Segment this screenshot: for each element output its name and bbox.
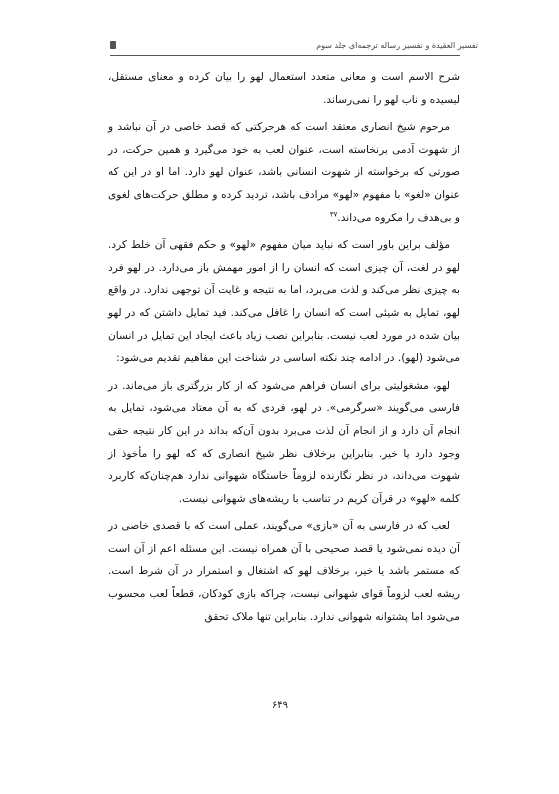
paragraph-2: [108, 116, 460, 229]
paragraph-3: [108, 234, 460, 370]
running-header: تفسیر العقیدة و نفسیر رساله ترجمه‌ای جلد سوم: [316, 41, 478, 50]
paragraph-text: لعب که در فارسی به آن «بازی» می‌گویند، عملی است که با قصدی خاصی در آن دیده نمی‌شود یا قصد صحیحی با آن همراه نیست. این مسئله اعم از آن است که مستمر باشد یا خیر، برخلاف لهو که اشتغال و استمرار در آن شرط است. ریشه لعب لزوماً قوای شهوانی نیست، چراکه بازی کودکان، قطعاً لعب محسوب می‌شود اما پشتوانه شهوانی ندارد. بنابراین تنها ملاک تحقق: [108, 520, 460, 623]
paragraph-4: [108, 375, 460, 511]
page-number: ۶۴۹: [271, 700, 289, 711]
paragraph-text: مرحوم شیخ انصاری معتقد است که هرحرکتی که قصد خاصی در آن نباشد و از شهوت آدمی برنخاسته است، عنوان لعب به خود می‌گیرد و همین حرکت، در صورتی که برخواسته از شهوت انسانی باشد، عنوان لهو دارد. اما او در این که عنوان «لغو» با مفهوم «لهو» مرادف باشد، تردید کرده و مطلق حرکت‌های لغوی و بی‌هدف را مکروه می‌داند.: [108, 121, 460, 224]
paragraph-text: مؤلف براین باور است که نباید میان مفهوم «لهو» و حکم فقهی آن خلط کرد. لهو در لغت، آن چیزی است که انسان را از امور مهمش باز می‌دارد. در لهو فرد به چیزی نظر می‌کند و لذت می‌برد، اما به نتیجه و غایت آن توجهی ندارد. در واقع لهو، تمایل به شیئی است که انسان را غافل می‌کند. فید تمایل داشتن که در لهو بیان شده در مورد لعب نیست. بنابراین نصب زیاد باعث ایجاد این تمایل در انسان می‌شود (لهو). در ادامه چند نکته اساسی در شناخت این مفاهیم تقدیم می‌شود:: [108, 239, 460, 365]
body-text: [108, 66, 460, 628]
footnote-reference[interactable]: ۳۷: [329, 210, 338, 219]
header-ornament-icon: [110, 41, 116, 49]
paragraph-text: لهو، مشغولیتی برای انسان فراهم می‌شود که از کار بزرگتری باز می‌ماند. در فارسی می‌گویند «سرگرمی». در لهو، فردی که به آن معتاد می‌شود، تمایل به انجام آن دارد و از انجام آن لذت می‌برد بدون آن‌که بداند در این کار نتیجه حقی وجود دارد یا خیر. بنابراین برخلاف نظر شیخ انصاری که که لهو را مأخوذ از شهوت می‌داند، در نظر نگارنده لزوماً خاستگاه شهوانی ندارد هم‌چنان‌که کاربرد کلمه «لهو» در قرآن کریم در تناسب با ریشه‌های شهوانی نیست.: [108, 379, 460, 505]
paragraph-1: [108, 66, 460, 111]
header-divider: [110, 55, 460, 56]
paragraph-5: [108, 515, 460, 628]
paragraph-text: شرح الاسم است و معانی متعدد استعمال لهو را بیان کرده و معنای مستقل، لیسیده و ناب لهو را نمی‌رساند.: [108, 71, 460, 106]
